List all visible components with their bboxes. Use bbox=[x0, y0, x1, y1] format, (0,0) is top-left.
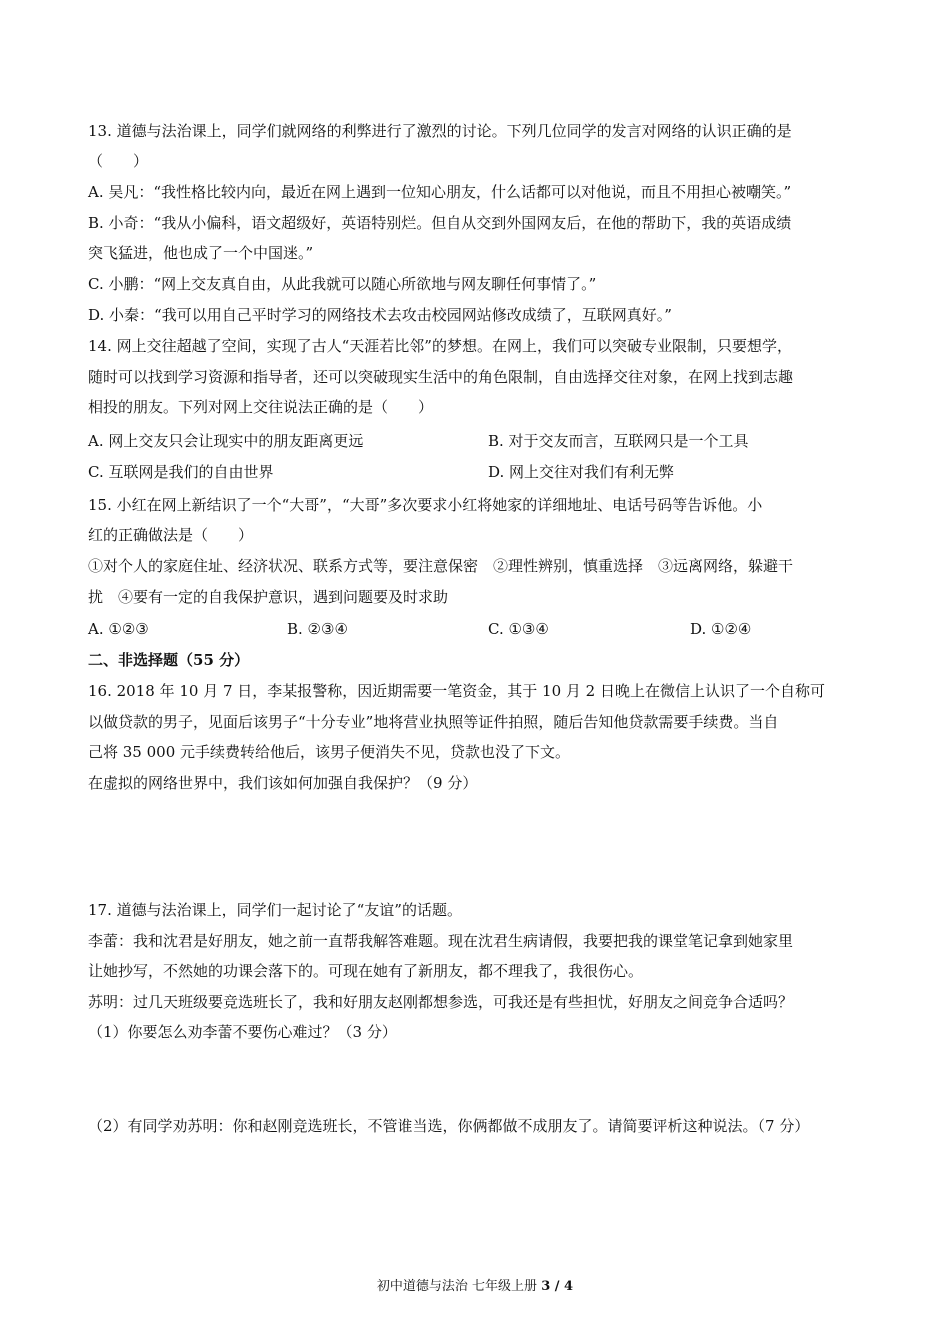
q14-option-a: A. 网上交友只会让现实中的朋友距离更远 bbox=[88, 432, 364, 450]
section-2-title: 二、非选择题（55 分） bbox=[88, 651, 250, 669]
q15-option-a: A. ①②③ bbox=[88, 620, 149, 638]
q15-stem-line-1: 15. 小红在网上新结识了一个“大哥”，“大哥”多次要求小红将她家的详细地址、电话号码等告诉他。小 bbox=[88, 496, 763, 514]
q17-li-lei-line-1: 李蕾：我和沈君是好朋友，她之前一直帮我解答难题。现在沈君生病请假，我要把我的课堂笔记拿到她家里 bbox=[88, 932, 794, 950]
q14-option-c: C. 互联网是我们的自由世界 bbox=[88, 463, 274, 481]
q14-stem-line-1: 14. 网上交往超越了空间，实现了古人“天涯若比邻”的梦想。在网上，我们可以突破专业限制，只要想学， bbox=[88, 337, 792, 355]
q16-question: 在虚拟的网络世界中，我们该如何加强自我保护？（9 分） bbox=[88, 774, 478, 792]
q17-li-lei-line-2: 让她抄写，不然她的功课会落下的。可现在她有了新朋友，都不理我了，我很伤心。 bbox=[88, 962, 644, 980]
q17-stem: 17. 道德与法治课上，同学们一起讨论了“友谊”的话题。 bbox=[88, 901, 462, 919]
q17-subquestion-1: （1）你要怎么劝李蕾不要伤心难过？（3 分） bbox=[88, 1023, 397, 1041]
q17-subquestion-2: （2）有同学劝苏明：你和赵刚竞选班长，不管谁当选，你俩都做不成朋友了。请简要评析这种说法。（7 分） bbox=[88, 1117, 810, 1135]
q13-answer-paren: （ ） bbox=[88, 152, 149, 170]
q13-option-d: D. 小秦：“我可以用自己平时学习的网络技术去攻击校园网站修改成绩了，互联网真好。” bbox=[88, 306, 672, 324]
q14-stem-line-2: 随时可以找到学习资源和指导者，还可以突破现实生活中的角色限制，自由选择交往对象，在网上找到志趣 bbox=[88, 368, 794, 386]
q15-option-c: C. ①③④ bbox=[488, 620, 549, 638]
page-number: 3 / 4 bbox=[541, 1279, 574, 1294]
page-footer bbox=[0, 1278, 950, 1296]
q15-option-d: D. ①②④ bbox=[690, 620, 752, 638]
q14-option-d: D. 网上交往对我们有利无弊 bbox=[488, 463, 675, 481]
q13-option-a: A. 吴凡：“我性格比较内向，最近在网上遇到一位知心朋友，什么话都可以对他说，而且不用担心被嘲笑。” bbox=[88, 183, 792, 201]
q15-items-line-1: ①对个人的家庭住址、经济状况、联系方式等，要注意保密 ②理性辨别，慎重选择 ③远离网络，躲避干 bbox=[88, 557, 794, 575]
q16-stem-line-3: 己将 35 000 元手续费转给他后，该男子便消失不见，贷款也没了下文。 bbox=[88, 743, 571, 761]
q13-option-b-line-2: 突飞猛进，他也成了一个中国迷。” bbox=[88, 244, 314, 262]
q14-option-b: B. 对于交友而言，互联网只是一个工具 bbox=[488, 432, 749, 450]
q15-items-line-2: 扰 ④要有一定的自我保护意识，遇到问题要及时求助 bbox=[88, 588, 449, 606]
q16-stem-line-1: 16. 2018 年 10 月 7 日，李某报警称，因近期需要一笔资金，其于 10 月 2 日晚上在微信上认识了一个自称可 bbox=[88, 682, 825, 700]
q14-stem-line-3: 相投的朋友。下列对网上交往说法正确的是（ ） bbox=[88, 398, 434, 416]
q13-option-b-line-1: B. 小奇：“我从小偏科，语文超级好，英语特别烂。但自从交到外国网友后，在他的帮助下，我的英语成绩 bbox=[88, 214, 792, 232]
q17-su-ming: 苏明：过几天班级要竞选班长了，我和好朋友赵刚都想参选，可我还是有些担忧，好朋友之间竞争合适吗？ bbox=[88, 993, 794, 1011]
q13-stem-line-1: 13. 道德与法治课上，同学们就网络的利弊进行了激烈的讨论。下列几位同学的发言对网络的认识正确的是 bbox=[88, 122, 792, 140]
footer-course: 初中道德与法治 七年级上册 bbox=[376, 1279, 542, 1294]
q13-option-c: C. 小鹏：“网上交友真自由，从此我就可以随心所欲地与网友聊任何事情了。” bbox=[88, 275, 597, 293]
q16-stem-line-2: 以做贷款的男子，见面后该男子“十分专业”地将营业执照等证件拍照，随后告知他贷款需要手续费。当自 bbox=[88, 713, 779, 731]
q15-option-b: B. ②③④ bbox=[287, 620, 348, 638]
q15-stem-line-2: 红的正确做法是（ ） bbox=[88, 526, 254, 544]
